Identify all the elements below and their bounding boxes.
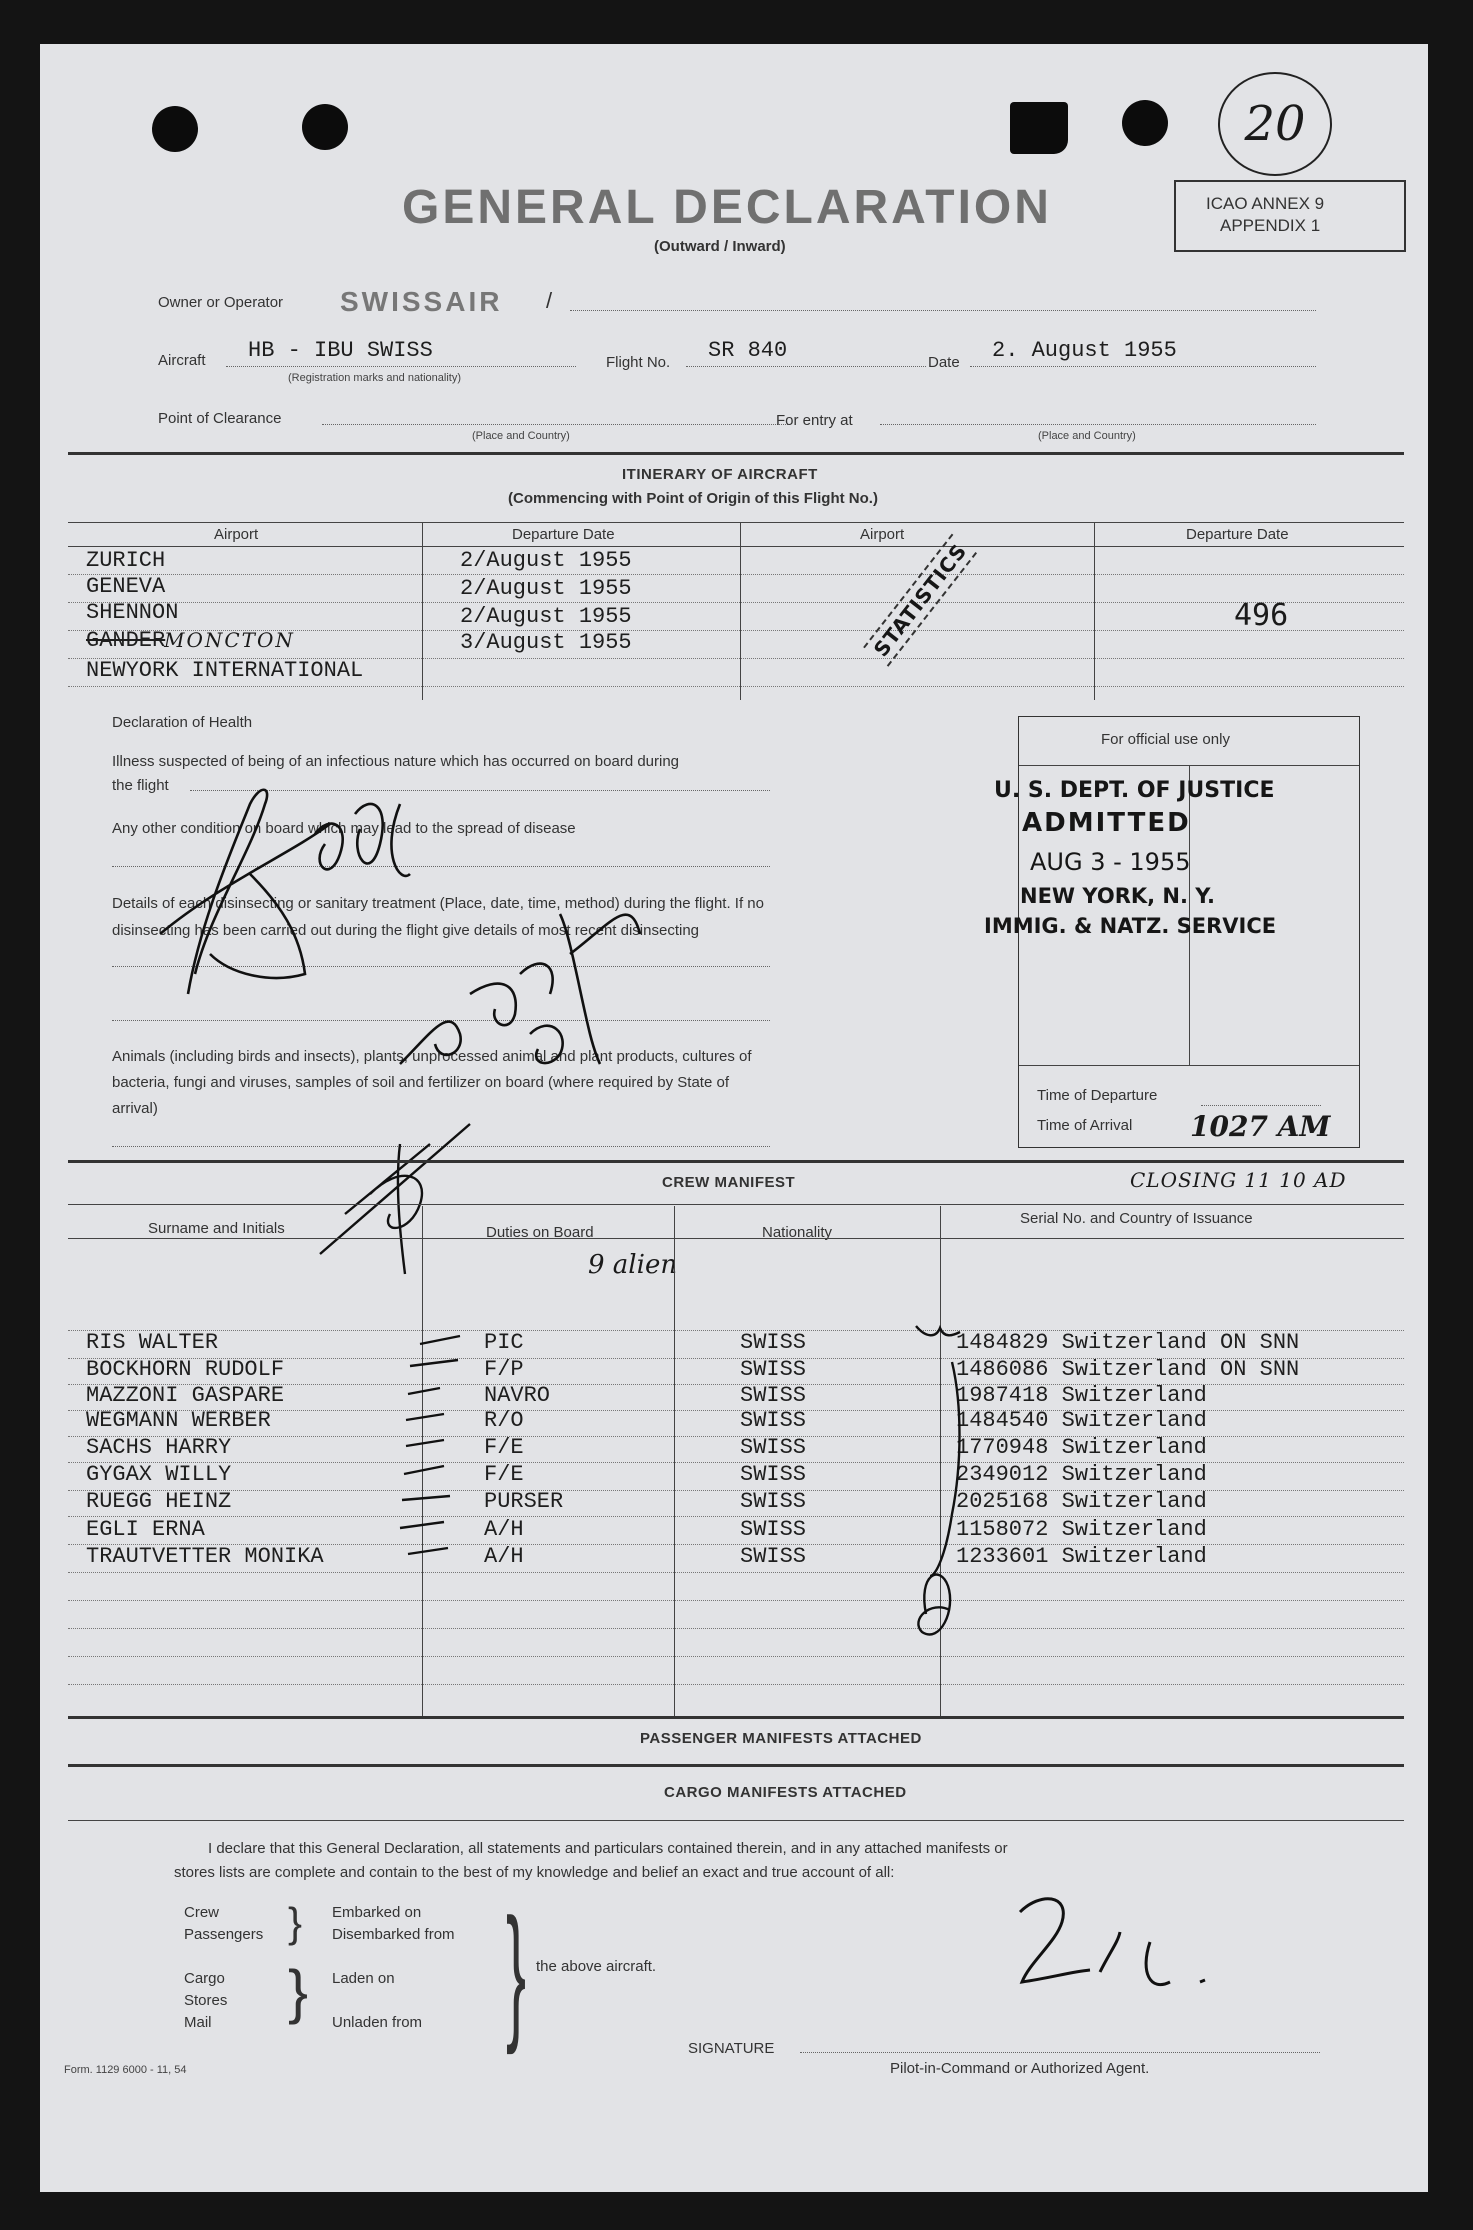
- annex-line-2: APPENDIX 1: [1220, 216, 1321, 235]
- crew-serial: 1233601 Switzerland: [956, 1544, 1207, 1569]
- crew-serial: 1770948 Switzerland: [956, 1435, 1207, 1460]
- crew-col-serial: Serial No. and Country of Issuance: [1020, 1210, 1253, 1227]
- crew-col-duty: Duties on Board: [486, 1224, 594, 1241]
- itinerary-airport: NEWYORK INTERNATIONAL: [86, 658, 364, 683]
- crew-name: GYGAX WILLY: [86, 1462, 232, 1487]
- admitted-stamp-line1: U. S. DEPT. OF JUSTICE: [994, 778, 1275, 803]
- clearance-line: [322, 424, 788, 425]
- crew-col-name: Surname and Initials: [148, 1220, 285, 1237]
- decl-laden: Laden on: [332, 1970, 395, 1987]
- itin-rowline: [68, 602, 1404, 603]
- crew-check-marks: [340, 1314, 1000, 1714]
- crew-duty: R/O: [484, 1408, 524, 1433]
- rule-passenger-top: [68, 1716, 1404, 1719]
- itinerary-col-date: Departure Date: [512, 526, 615, 543]
- crew-duty: A/H: [484, 1517, 524, 1542]
- crew-hand-note: 9 alien: [588, 1250, 678, 1280]
- decl-crew: Crew: [184, 1904, 220, 1921]
- brace-2: }: [288, 1958, 309, 2025]
- itinerary-date: 3/August 1955: [460, 630, 632, 655]
- passenger-manifests: PASSENGER MANIFESTS ATTACHED: [640, 1730, 922, 1747]
- decl-mail: Mail: [184, 2014, 212, 2031]
- crew-duty: NAVRO: [484, 1383, 551, 1408]
- crew-duty: PIC: [484, 1330, 524, 1355]
- aircraft-label: Aircraft: [158, 352, 206, 369]
- signature-line: [800, 2052, 1320, 2053]
- owner-line: [570, 310, 1316, 311]
- crew-title: CREW MANIFEST: [662, 1174, 796, 1191]
- date-line: [970, 366, 1316, 367]
- crew-nationality: SWISS: [740, 1330, 807, 1355]
- admitted-stamp-line4: NEW YORK, N. Y.: [1020, 884, 1216, 908]
- decl-passengers: Passengers: [184, 1926, 264, 1943]
- crew-serial: 2025168 Switzerland: [956, 1489, 1207, 1514]
- health-q3: Details of each disinsecting or sanitary treatment (Place, date, time, method) during the flight. If no disinsecting has been carried out during the flight give details of most recent disinsecting: [112, 895, 764, 939]
- aircraft-line: [226, 366, 576, 367]
- general-declaration-form: [40, 44, 1428, 2192]
- decl-disembarked: Disembarked from: [332, 1926, 455, 1943]
- date-value: 2. August 1955: [992, 338, 1177, 363]
- pilot-signature: [1000, 1882, 1250, 2032]
- admitted-stamp-line5: IMMIG. & NATZ. SERVICE: [984, 914, 1277, 938]
- rule-crew-head: [68, 1204, 1404, 1205]
- brace-1: }: [288, 1899, 303, 1946]
- annex-line-1: ICAO ANNEX 9: [1206, 194, 1325, 213]
- flight-line: [686, 366, 926, 367]
- itinerary-vline-3: [1094, 522, 1095, 700]
- entry-line: [880, 424, 1316, 425]
- crew-duty: F/P: [484, 1357, 524, 1382]
- clearance-label: Point of Clearance: [158, 410, 282, 427]
- crew-name: MAZZONI GASPARE: [86, 1383, 285, 1408]
- itinerary-vline-2: [740, 522, 741, 700]
- crew-nationality: SWISS: [740, 1462, 807, 1487]
- owner-label: Owner or Operator: [158, 294, 284, 311]
- crew-name: RUEGG HEINZ: [86, 1489, 232, 1514]
- signature-caption: Pilot-in-Command or Authorized Agent.: [890, 2060, 1150, 2077]
- itinerary-title: ITINERARY OF AIRCRAFT: [622, 466, 818, 483]
- annex-box: [1174, 180, 1406, 252]
- crew-name: BOCKHORN RUDOLF: [86, 1357, 285, 1382]
- itinerary-airport: GENEVA: [86, 574, 166, 599]
- owner-value: SWISSAIR: [340, 286, 503, 317]
- itinerary-airport-struck: GANDER: [86, 628, 166, 653]
- closing-note: CLOSING 11 10 AD: [1130, 1168, 1347, 1192]
- decl-stores: Stores: [184, 1992, 228, 2009]
- crew-name: RIS WALTER: [86, 1330, 219, 1355]
- official-box-divider: [1019, 1065, 1359, 1066]
- rule-itinerary-top: [68, 452, 1404, 455]
- rule-declaration-top: [68, 1820, 1404, 1821]
- crew-name: SACHS HARRY: [86, 1435, 232, 1460]
- punch-hole-left-2: [302, 104, 348, 150]
- crew-nationality: SWISS: [740, 1408, 807, 1433]
- brace-3: }: [506, 1887, 527, 2055]
- decl-embarked: Embarked on: [332, 1904, 422, 1921]
- itinerary-col-airport: Airport: [214, 526, 259, 543]
- crew-nationality: SWISS: [740, 1489, 807, 1514]
- black-tab-mark: [1010, 102, 1068, 154]
- health-q4: Animals (including birds and insects), plants, unprocessed animal and plant products, cultures of bacteria, fungi and viruses, samples of soil and fertilizer on board (where required by State of arrival): [112, 1048, 752, 1117]
- official-use-title: For official use only: [1101, 731, 1230, 748]
- crew-serial: 1158072 Switzerland: [956, 1517, 1207, 1542]
- aircraft-value: HB - IBU SWISS: [248, 338, 433, 363]
- clearance-caption: (Place and Country): [472, 430, 570, 442]
- crew-name: TRAUTVETTER MONIKA: [86, 1544, 324, 1569]
- itinerary-vline-1: [422, 522, 423, 700]
- crew-duty: F/E: [484, 1462, 524, 1487]
- itinerary-col-date-2: Departure Date: [1186, 526, 1289, 543]
- crew-col-nationality: Nationality: [762, 1224, 833, 1241]
- form-subtitle: (Outward / Inward): [654, 238, 786, 255]
- crew-nationality: SWISS: [740, 1435, 807, 1460]
- crew-nationality: SWISS: [740, 1544, 807, 1569]
- crew-nationality: SWISS: [740, 1517, 807, 1542]
- declaration-line-1: I declare that this General Declaration, all statements and particulars contained therein, and in any attached manifests or: [208, 1840, 1008, 1857]
- itinerary-col-airport-2: Airport: [860, 526, 905, 543]
- owner-slash: /: [546, 288, 553, 313]
- decl-above-aircraft: the above aircraft.: [536, 1958, 657, 1975]
- rule-crew-cols: [68, 1238, 1404, 1239]
- declaration-line-2: stores lists are complete and contain to the best of my knowledge and belief an exact and true account of all:: [174, 1864, 895, 1881]
- handwritten-496: 496: [1234, 598, 1289, 633]
- rule-itinerary-head: [68, 522, 1404, 523]
- itinerary-date: 2/August 1955: [460, 576, 632, 601]
- crew-name: WEGMANN WERBER: [86, 1408, 271, 1433]
- crew-serial: 1484540 Switzerland: [956, 1408, 1207, 1433]
- health-q1: Illness suspected of being of an infectious nature which has occurred on board during the flight: [112, 753, 680, 794]
- departure-time-label: Time of Departure: [1037, 1087, 1158, 1104]
- itin-rowline: [68, 574, 1404, 575]
- date-label: Date: [928, 354, 960, 371]
- form-number: Form. 1129 6000 - 11, 54: [64, 2064, 187, 2076]
- page-number-mark: 20: [1218, 72, 1332, 176]
- health-title: Declaration of Health: [112, 714, 253, 731]
- crew-serial: 1987418 Switzerland: [956, 1383, 1207, 1408]
- health-q2: Any other condition on board which may lead to the spread of disease: [112, 820, 576, 837]
- signature-label: SIGNATURE: [688, 2040, 775, 2057]
- departure-time-line: [1201, 1105, 1321, 1106]
- admitted-stamp-line2: ADMITTED: [1022, 808, 1191, 838]
- crew-duty: F/E: [484, 1435, 524, 1460]
- arrival-time-value: 1027 AM: [1190, 1110, 1331, 1143]
- decl-cargo: Cargo: [184, 1970, 225, 1987]
- itin-rowline: [68, 686, 1404, 687]
- itinerary-airport-correction: MONCTON: [164, 628, 295, 652]
- flight-label: Flight No.: [606, 354, 671, 371]
- punch-hole-left: [152, 106, 198, 152]
- rule-cargo-top: [68, 1764, 1404, 1767]
- aircraft-caption: (Registration marks and nationality): [288, 372, 462, 384]
- punch-hole-right: [1122, 100, 1168, 146]
- crew-nationality: SWISS: [740, 1357, 807, 1382]
- crew-duty: PURSER: [484, 1489, 564, 1514]
- crew-serial: 1484829 Switzerland ON SNN: [956, 1330, 1300, 1355]
- itinerary-airport: SHENNON: [86, 600, 179, 625]
- form-title: GENERAL DECLARATION: [402, 181, 1052, 234]
- arrival-time-label: Time of Arrival: [1037, 1117, 1133, 1134]
- crew-serial: 1486086 Switzerland ON SNN: [956, 1357, 1300, 1382]
- crew-name: EGLI ERNA: [86, 1517, 205, 1542]
- crew-nationality: SWISS: [740, 1383, 807, 1408]
- admitted-stamp-line3: AUG 3 - 1955: [1030, 848, 1191, 876]
- statistics-stamp: STATISTICS: [863, 533, 977, 667]
- rule-itinerary-cols: [68, 546, 1404, 547]
- flight-value: SR 840: [708, 338, 788, 363]
- crew-serial: 2349012 Switzerland: [956, 1462, 1207, 1487]
- decl-unladen: Unladen from: [332, 2014, 423, 2031]
- itinerary-date: 2/August 1955: [460, 548, 632, 573]
- itinerary-subtitle: (Commencing with Point of Origin of this Flight No.): [508, 490, 878, 507]
- itinerary-airport: ZURICH: [86, 548, 166, 573]
- entry-label: For entry at: [776, 412, 853, 429]
- entry-caption: (Place and Country): [1038, 430, 1136, 442]
- itinerary-date: 2/August 1955: [460, 604, 632, 629]
- handwritten-scrawl: [100, 734, 720, 1294]
- rule-crew-top: [68, 1160, 1404, 1163]
- crew-duty: A/H: [484, 1544, 524, 1569]
- cargo-manifests: CARGO MANIFESTS ATTACHED: [664, 1784, 907, 1801]
